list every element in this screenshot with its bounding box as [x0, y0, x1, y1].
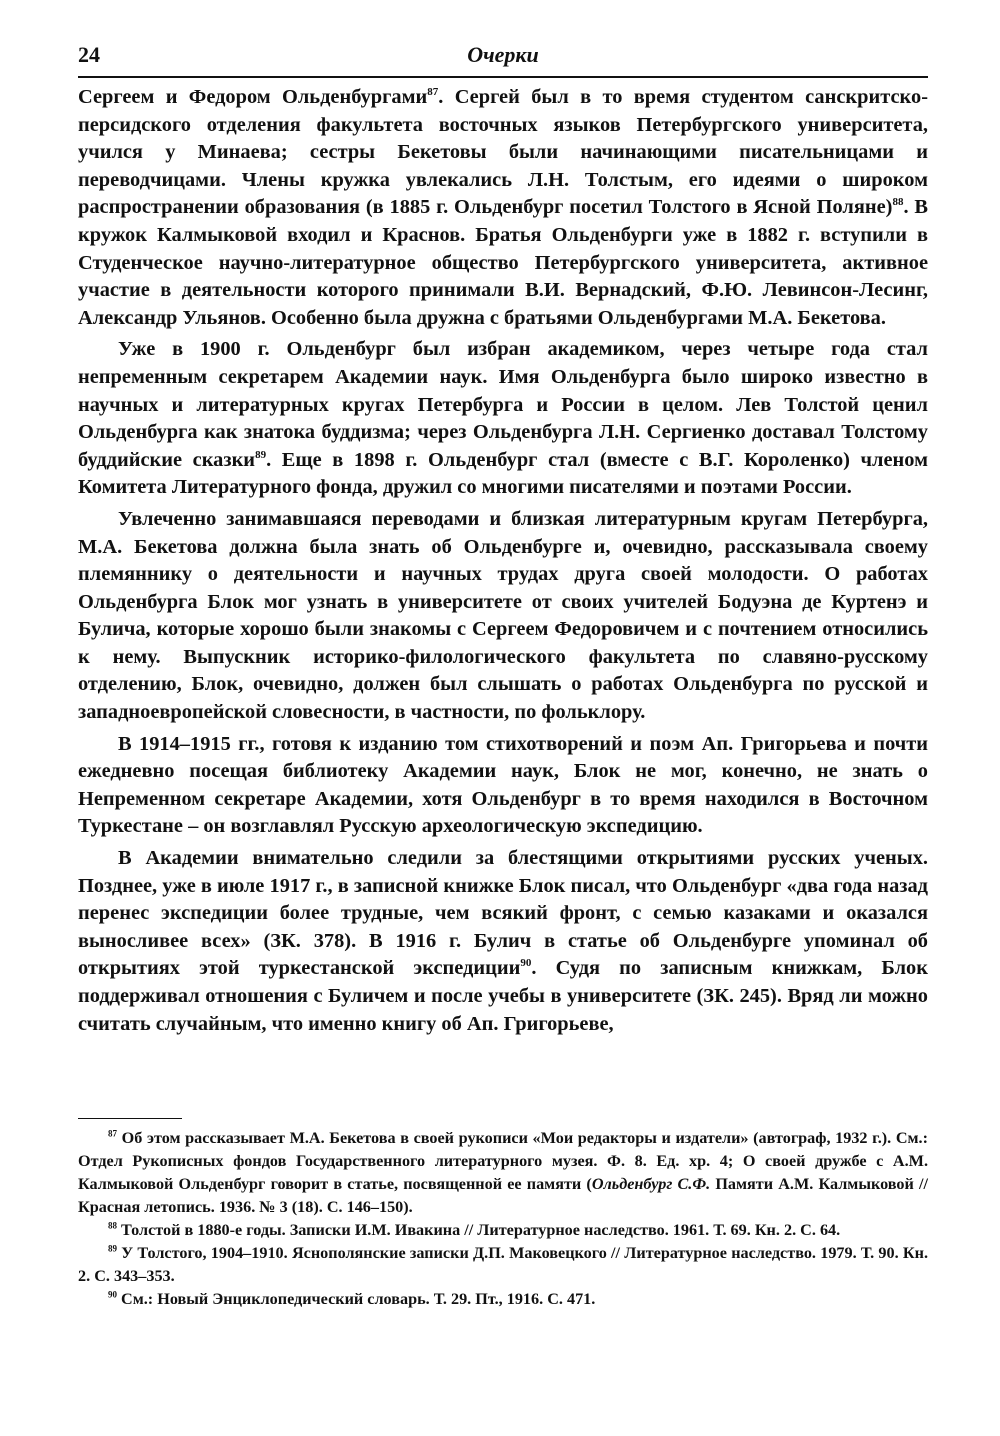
- paragraph-3: [78, 506, 928, 727]
- paragraph-5-text-a: В Академии внимательно следили за блестящими открытиями русских ученых. Позднее, уже в июле 1917 г., в записной книжке Блок писал, что Ольденбург «два года назад перенес экспедиции более трудные, чем всякий фронт, с семью казаками и оказался выносливее всех» (ЗК. 378). В 1916 г. Булич в статье об Ольденбурге упоминал об открытиях этой туркестанской экспедиции: [78, 847, 928, 980]
- paragraph-5-text-b: . Судя по записным книжкам, Блок поддерживал отношения с Буличем и после учебы в университете (ЗК. 245). Вряд ли можно считать случайным, что именно книгу об Ап. Григорьеве,: [78, 957, 928, 1035]
- footnote-87: [78, 1127, 928, 1219]
- footnote-87-text-a: Об этом рассказывает М.А. Бекетова в своей рукописи «Мои редакторы и издатели» (автограф, 1932 г.). См.: Отдел Рукописных фондов Государственного литературного музея. Ф. 8. Ед. хр. 4; О своей дружбе с А.М. Калмыковой Ольденбург говорит в статье, посвященной ее памяти (: [78, 1129, 928, 1194]
- paragraph-4: [78, 731, 928, 841]
- running-head: [78, 40, 928, 78]
- paragraph-5: [78, 845, 928, 1038]
- paragraph-4-text: В 1914–1915 гг., готовя к изданию том стихотворений и поэм Ап. Григорьева и почти ежедневно посещая библиотеку Академии наук, Блок не мог, конечно, не знать о Непременном секретаре Академии, хотя Ольденбург в то время находился в Восточном Туркестане – он возглавлял Русскую археологическую экспедицию.: [78, 732, 928, 838]
- footnote-number: 89: [108, 1243, 117, 1254]
- running-title: Очерки: [467, 42, 539, 67]
- footnote-number: 90: [108, 1289, 117, 1300]
- paragraph-1-text-b: . Сергей был в то время студентом санскритско-персидского отделения факультета восточных языков Петербургского университета, учился у Минаева; сестры Бекетовы были начинающими писательницами и переводчицами. Члены кружка увлекались Л.Н. Толстым, его идеями о широком распространении образования (в 1885 г. Ольденбург посетил Толстого в Ясной Поляне): [78, 86, 928, 219]
- footnote-88-text: Толстой в 1880-е годы. Записки И.М. Ивакина // Литературное наследство. 1961. Т. 69. Кн. 2. С. 64.: [117, 1221, 841, 1240]
- paragraph-1-text-a: Сергеем и Федором Ольденбургами: [78, 86, 428, 108]
- footnote-number: 87: [108, 1128, 117, 1139]
- footnote-90-text: См.: Новый Энциклопедический словарь. Т. 29. Пт., 1916. С. 471.: [117, 1290, 596, 1309]
- footnote-ref-88: 88: [892, 196, 904, 209]
- footnote-number: 88: [108, 1220, 117, 1231]
- main-text: [78, 84, 928, 1038]
- paragraph-1: [78, 84, 928, 332]
- paragraph-3-text: Увлеченно занимавшаяся переводами и близкая литературным кругам Петербурга, М.А. Бекетова должна была знать об Ольденбурге и, очевидно, рассказывала своему племяннику о деятельности и научных трудах друга своей молодости. О работах Ольденбурга Блок мог узнать в университете от своих учителей Бодуэна де Куртенэ и Булича, которые хорошо были знакомы с Сергеем Федоровичем и с почтением относились к нему. Выпускник историко-филологического факультета по славяно-русскому отделению, Блок, очевидно, должен был слышать о работах Ольденбурга по русской и западноевропейской словесности, в частности, по фольклору.: [78, 507, 928, 724]
- paragraph-1-text-c: . В кружок Калмыковой входил и Краснов. Братья Ольденбурги уже в 1882 г. вступили в Студенческое научно-литературное общество Петербургского университета, активное участие в деятельности которого принимали В.И. Вернадский, Ф.Ю. Левинсон-Лесинг, Александр Ульянов. Особенно была дружна с братьями Ольденбургами М.А. Бекетова.: [78, 196, 929, 329]
- paragraph-2-text-b: . Еще в 1898 г. Ольденбург стал (вместе с В.Г. Короленко) членом Комитета Литературного фонда, дружил со многими писателями и поэтами России.: [78, 448, 928, 499]
- paragraph-2-text-a: Уже в 1900 г. Ольденбург был избран академиком, через четыре года стал непременным секретарем Академии наук. Имя Ольденбурга было широко известно в научных и литературных кругах Петербурга и России в целом. Лев Толстой ценил Ольденбурга как знатока буддизма; через Ольденбурга Л.Н. Сергиенко доставал Толстому буддийские сказки: [78, 338, 928, 471]
- footnote-89-text: У Толстого, 1904–1910. Яснополянские записки Д.П. Маковецкого // Литературное наследство. 1979. Т. 90. Кн. 2. С. 343–353.: [78, 1244, 928, 1286]
- footnote-89: [78, 1242, 928, 1288]
- footnote-ref-90: 90: [520, 957, 532, 970]
- footnote-90: [78, 1288, 928, 1311]
- footnote-87-text-b: Памяти А.М. Калмыковой // Красная летопись. 1936. № 3 (18). С. 146–150).: [78, 1175, 928, 1217]
- paragraph-2: [78, 336, 928, 502]
- footnotes: [78, 1127, 928, 1311]
- page-number: 24: [78, 42, 100, 67]
- footnote-ref-87: 87: [427, 86, 439, 99]
- footnote-88: [78, 1219, 928, 1242]
- book-page: [78, 40, 928, 1311]
- footnote-87-author: Ольденбург С.Ф.: [591, 1175, 711, 1194]
- footnote-divider: [78, 1118, 182, 1119]
- footnote-ref-89: 89: [255, 448, 267, 461]
